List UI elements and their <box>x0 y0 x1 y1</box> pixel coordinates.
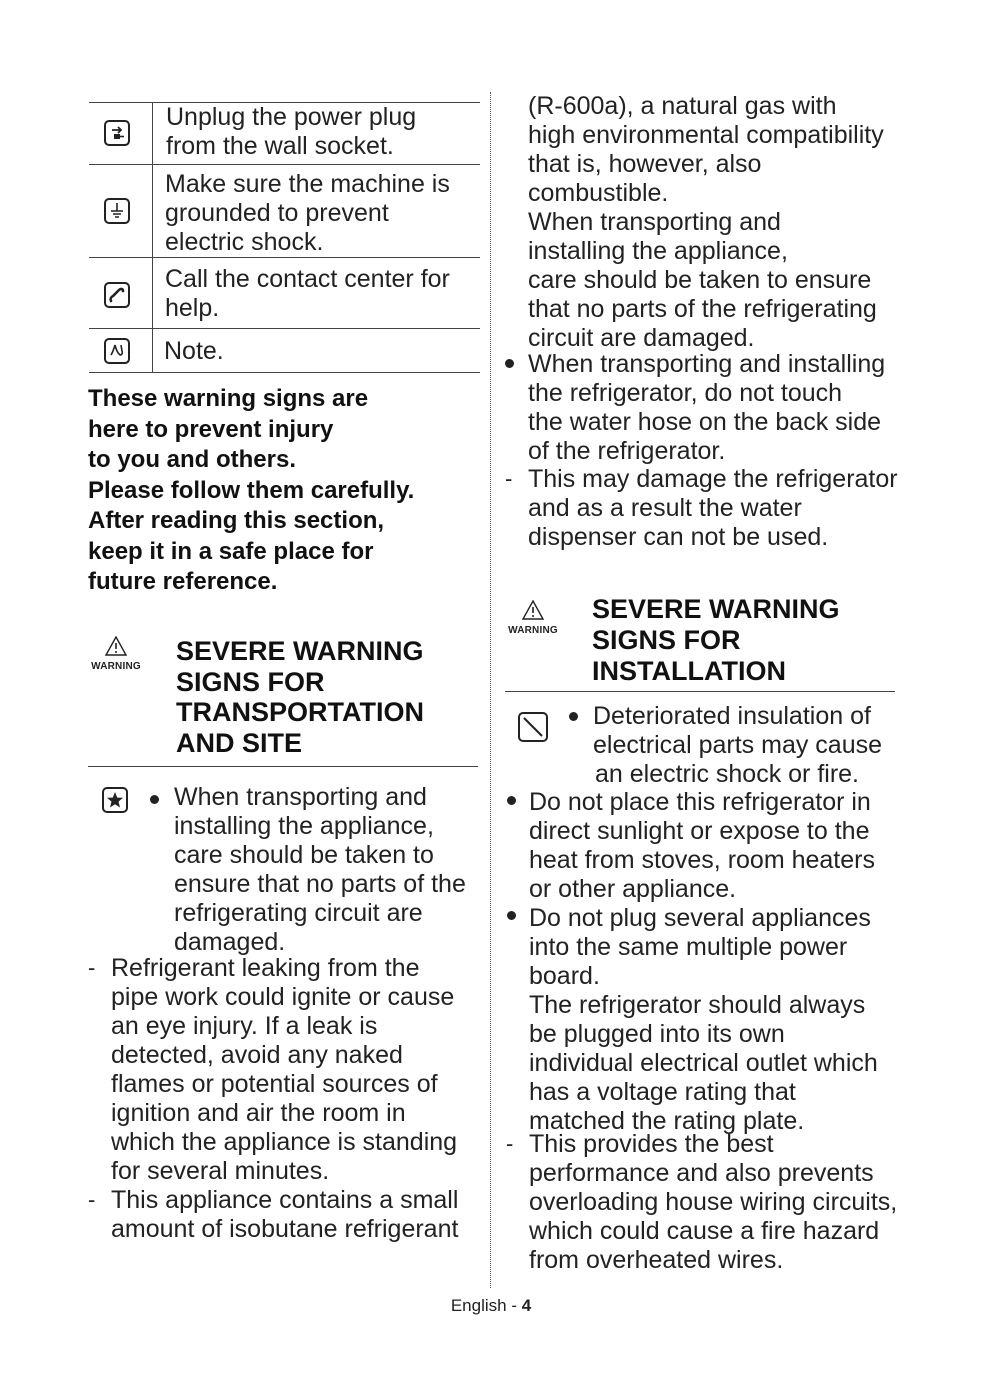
bullet <box>507 796 516 805</box>
warning-sign-install <box>503 600 563 637</box>
text-line: When transporting and <box>528 208 781 236</box>
heading-line: SIGNS FOR <box>592 625 741 655</box>
warning-label: WARNING <box>91 661 141 672</box>
heading-line: INSTALLATION <box>592 656 786 686</box>
sign-row-unplug <box>166 103 416 161</box>
text-line: ignition and air the room in <box>111 1099 406 1127</box>
text-line: Call the contact center for <box>165 265 450 293</box>
transport-dash-2 <box>111 1186 458 1244</box>
text-line: This provides the best <box>529 1130 774 1158</box>
text-line: installing the appliance, <box>174 812 434 840</box>
text-line: be plugged into its own <box>529 1020 785 1048</box>
text-line: installing the appliance, <box>528 237 788 265</box>
text-line: which the appliance is standing <box>111 1128 458 1156</box>
text-line: dispenser can not be used. <box>528 523 829 551</box>
text-line: Make sure the machine is <box>165 170 450 198</box>
transport-dash-1 <box>111 954 457 1186</box>
text-line: the refrigerator, do not touch <box>528 379 843 407</box>
section-rule <box>505 691 895 692</box>
sign-row-note <box>164 337 224 366</box>
table-rule <box>89 257 480 258</box>
warning-triangle-icon <box>105 636 127 656</box>
warning-label: WARNING <box>508 625 558 636</box>
table-rule <box>89 328 480 329</box>
text-line: an eye injury. If a leak is <box>111 1012 378 1040</box>
section-heading-install <box>592 594 840 687</box>
note-icon <box>104 338 130 364</box>
text-line: This appliance contains a small <box>111 1186 459 1214</box>
text-line: Deteriorated insulation of <box>593 702 871 730</box>
text-line: Do not plug several appliances <box>529 904 871 932</box>
text-line: amount of isobutane refrigerant <box>111 1215 459 1243</box>
text-line: care should be taken to <box>174 841 434 869</box>
text-line: which could cause a fire hazard <box>529 1217 880 1245</box>
text-line: When transporting and installing <box>528 350 886 378</box>
text-line: that no parts of the refrigerating <box>528 295 877 323</box>
warning-sign-transport <box>86 636 146 673</box>
page-number: 4 <box>521 1296 532 1315</box>
prohibited-icon <box>518 712 548 742</box>
section-rule <box>88 766 478 767</box>
text-line: After reading this section, <box>88 507 385 534</box>
warning-triangle-icon <box>522 600 544 620</box>
text-line: high environmental compatibility <box>528 121 884 149</box>
text-line: electric shock. <box>165 228 324 256</box>
ground-icon <box>104 198 130 224</box>
phone-icon <box>104 282 130 308</box>
text-line: of the refrigerator. <box>528 437 726 465</box>
text-line: from the wall socket. <box>166 132 394 160</box>
sign-row-phone <box>165 265 450 323</box>
heading-line: AND SITE <box>176 727 303 758</box>
water-hose-bullet <box>528 350 885 466</box>
text-line: for several minutes. <box>111 1157 330 1185</box>
install-bullet-1 <box>593 702 882 789</box>
intro-paragraph <box>88 384 414 598</box>
water-hose-dash <box>528 465 898 552</box>
text-line: Refrigerant leaking from the <box>111 954 420 982</box>
text-line: has a voltage rating that <box>529 1078 796 1106</box>
text-line: combustible. <box>528 179 669 207</box>
heading-line: SEVERE WARNING <box>176 636 424 666</box>
bullet <box>507 911 516 920</box>
text-line: pipe work could ignite or cause <box>111 983 455 1011</box>
text-line: refrigerating circuit are <box>174 899 423 927</box>
footer-language: English <box>450 1296 507 1315</box>
page-footer <box>0 1296 982 1316</box>
transport-bullet-1 <box>174 783 466 957</box>
footer-separator: - <box>506 1296 522 1315</box>
bullet <box>569 712 578 721</box>
text-line: detected, avoid any naked <box>111 1041 403 1069</box>
text-line: that is, however, also <box>528 150 762 178</box>
text-line: Unplug the power plug <box>166 103 417 131</box>
text-line: into the same multiple power <box>529 933 848 961</box>
text-line: ensure that no parts of the <box>174 870 466 898</box>
text-line: damaged. <box>174 928 286 956</box>
install-dash <box>529 1130 897 1275</box>
text-line: When transporting and <box>174 783 427 811</box>
text-line: heat from stoves, room heaters <box>529 846 875 874</box>
text-line: direct sunlight or expose to the <box>529 817 870 845</box>
text-line: flames or potential sources of <box>111 1070 438 1098</box>
text-line: Please follow them carefully. <box>88 476 415 504</box>
install-bullet-3 <box>529 904 878 1136</box>
text-line: future reference. <box>88 568 278 595</box>
text-line: help. <box>165 294 220 322</box>
text-line: board. <box>529 962 600 990</box>
text-line: keep it in a safe place for <box>88 537 374 565</box>
text-line: Note. <box>164 337 224 365</box>
text-line: This may damage the refrigerator <box>528 465 898 493</box>
text-line: (R-600a), a natural gas with <box>528 92 837 120</box>
install-bullet-2 <box>529 788 875 904</box>
text-line: care should be taken to ensure <box>528 266 872 294</box>
text-line: Do not place this refrigerator in <box>529 788 871 816</box>
text-line: overloading house wiring circuits, <box>529 1188 898 1216</box>
text-line: circuit are damaged. <box>528 324 755 352</box>
text-line: performance and also prevents <box>529 1159 874 1187</box>
refrigerant-continued <box>528 92 884 353</box>
text-line: individual electrical outlet which <box>529 1049 878 1077</box>
text-line: an electric shock or fire. <box>595 760 859 788</box>
bullet <box>150 795 159 804</box>
text-line: the water hose on the back side <box>528 408 882 436</box>
heading-line: TRANSPORTATION <box>176 697 424 727</box>
star-icon <box>102 787 128 813</box>
text-line: here to prevent injury <box>88 415 334 443</box>
column-divider <box>490 92 491 1288</box>
text-line: electrical parts may cause <box>593 731 883 759</box>
heading-line: SIGNS FOR <box>176 666 325 697</box>
table-rule <box>89 164 480 165</box>
unplug-icon <box>104 120 130 146</box>
dash-marker: - <box>88 1187 96 1212</box>
text-line: The refrigerator should always <box>529 991 866 1019</box>
dash-marker: - <box>505 466 513 491</box>
text-line: and as a result the water <box>528 494 802 522</box>
heading-line: SEVERE WARNING <box>592 594 840 624</box>
table-column-rule <box>152 102 153 372</box>
dash-marker: - <box>88 955 96 980</box>
text-line: or other appliance. <box>529 875 737 903</box>
section-heading-transport <box>176 636 424 758</box>
table-rule <box>89 372 480 373</box>
sign-row-ground <box>165 170 450 257</box>
text-line: These warning signs are <box>88 385 369 412</box>
dash-marker: - <box>506 1131 514 1156</box>
text-line: from overheated wires. <box>529 1246 784 1274</box>
text-line: grounded to prevent <box>165 199 389 227</box>
text-line: to you and others. <box>88 446 297 473</box>
text-line: matched the rating plate. <box>529 1107 805 1135</box>
bullet <box>505 359 514 368</box>
